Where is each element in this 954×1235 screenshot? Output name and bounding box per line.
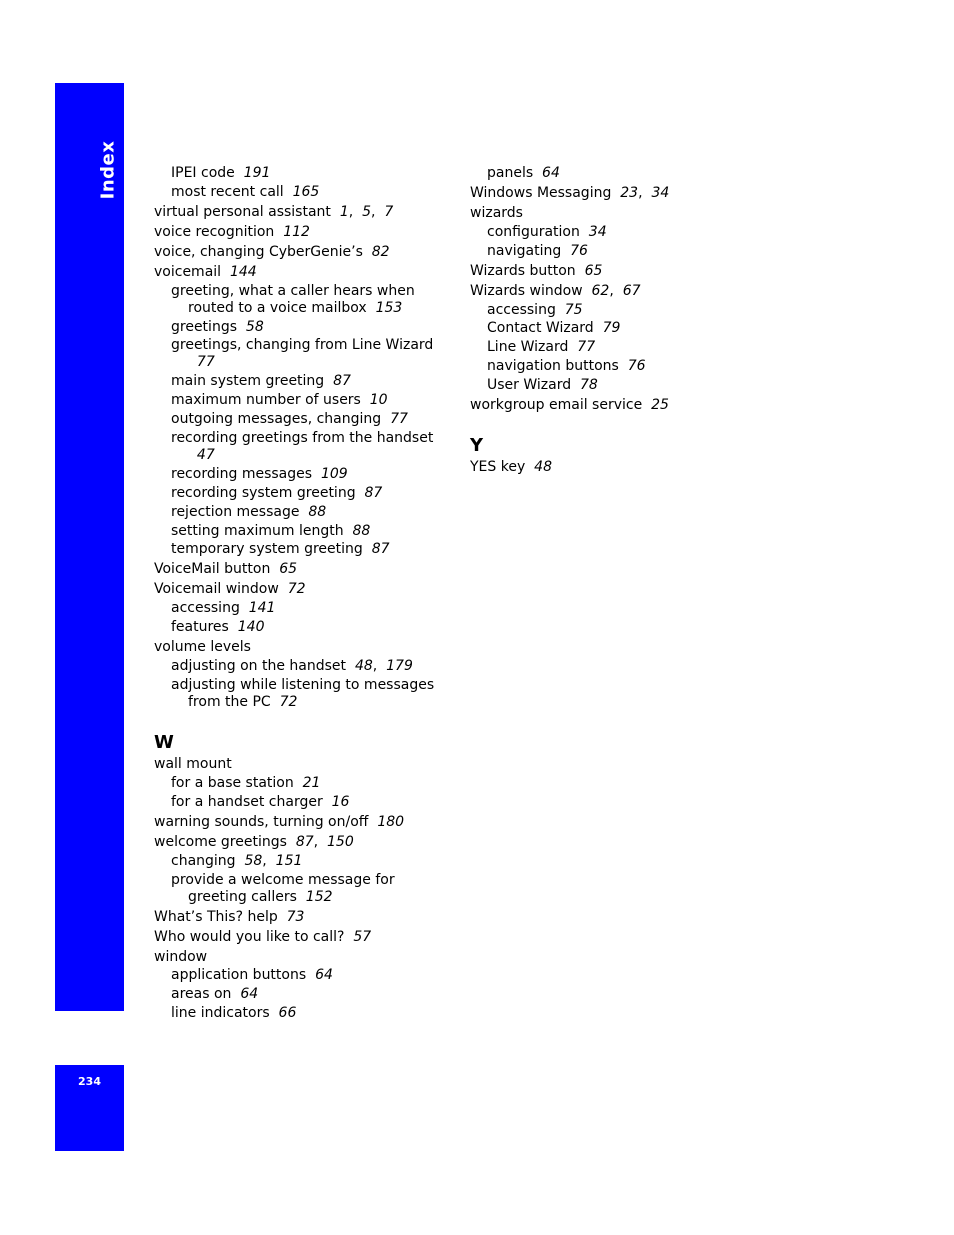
entry-term: wall mount xyxy=(154,756,232,773)
entry-term: volume levels xyxy=(154,639,251,656)
page-reference[interactable]: 112 xyxy=(283,223,310,240)
index-subentry xyxy=(470,320,770,337)
entry-term: line indicators xyxy=(171,1005,270,1022)
page-reference[interactable]: 82 xyxy=(371,243,390,260)
index-subentry xyxy=(470,339,770,356)
page-reference[interactable]: 153 xyxy=(375,299,403,316)
entry-continuation: from the PC 72 xyxy=(188,694,298,711)
page-reference[interactable]: 87 xyxy=(295,833,314,850)
index-entry xyxy=(470,397,770,414)
entry-term: Wizards button xyxy=(470,262,576,279)
page-reference[interactable]: 64 xyxy=(542,164,560,181)
entry-term: voice, changing CyberGenie’s xyxy=(154,243,363,260)
entry-term: most recent call xyxy=(171,183,284,200)
section-letter: Y xyxy=(470,435,484,457)
index-entry xyxy=(154,929,454,946)
index-entry xyxy=(154,814,454,831)
entry-term: setting maximum length xyxy=(171,522,344,539)
index-entry xyxy=(154,756,454,773)
entry-term: panels xyxy=(487,164,534,181)
entry-term: wizards xyxy=(470,204,523,221)
entry-term: greetings, changing from Line Wizard xyxy=(171,337,434,354)
page-reference[interactable]: 34 xyxy=(651,184,670,201)
page-reference[interactable]: 88 xyxy=(308,503,327,520)
page-reference[interactable]: 179 xyxy=(386,658,413,675)
entry-term: What’s This? help xyxy=(154,908,278,925)
entry-term: areas on xyxy=(171,986,232,1003)
page-number: 234 xyxy=(78,1075,101,1088)
index-subentry xyxy=(154,319,454,336)
index-subentry xyxy=(154,541,454,558)
entry-term: voice recognition xyxy=(154,223,275,240)
index-subentry xyxy=(154,165,454,182)
page-reference[interactable]: 57 xyxy=(353,928,372,945)
page-reference[interactable]: 1 xyxy=(339,203,349,220)
page-reference[interactable]: 180 xyxy=(377,813,405,830)
page-reference[interactable]: 48 xyxy=(534,459,552,476)
page-reference[interactable]: 78 xyxy=(580,377,598,394)
entry-term: Line Wizard xyxy=(487,339,569,356)
index-column-left xyxy=(154,163,454,1022)
entry-term: recording messages xyxy=(171,465,313,482)
page-reference[interactable]: 79 xyxy=(602,320,621,337)
index-entry xyxy=(154,264,454,281)
entry-continuation xyxy=(171,354,454,371)
page-reference[interactable]: 77 xyxy=(390,411,408,428)
index-entry: Wizards window 62, 67 xyxy=(470,282,641,299)
entry-term: for a base station xyxy=(171,774,294,791)
page-reference[interactable]: 77 xyxy=(196,354,215,371)
entry-term: configuration xyxy=(487,223,580,240)
index-subentry xyxy=(154,373,454,390)
entry-term: voicemail xyxy=(154,263,222,280)
page-reference[interactable]: 87 xyxy=(333,373,351,390)
page-reference[interactable]: 144 xyxy=(229,263,257,280)
index-subentry xyxy=(154,872,454,906)
page-reference[interactable]: 34 xyxy=(588,223,607,240)
page-reference[interactable]: 65 xyxy=(584,262,603,279)
index-entry xyxy=(470,459,770,476)
entry-term: welcome greetings xyxy=(154,833,287,850)
entry-term: Windows Messaging xyxy=(470,184,612,201)
entry-term: Wizards window xyxy=(470,282,583,299)
index-entry xyxy=(154,909,454,926)
page-reference[interactable]: 150 xyxy=(327,833,354,850)
entry-term: changing xyxy=(171,852,236,869)
page-reference[interactable]: 88 xyxy=(352,522,371,539)
index-entry xyxy=(154,244,454,261)
page-reference[interactable]: 21 xyxy=(302,774,321,791)
index-subentry xyxy=(154,967,454,984)
entry-term: IPEI code xyxy=(171,164,235,181)
page-reference[interactable]: 16 xyxy=(331,793,350,810)
page-reference[interactable]: 10 xyxy=(369,392,388,409)
entry-term: rejection message xyxy=(171,503,300,520)
entry-term: accessing xyxy=(487,301,556,318)
page-reference[interactable]: 75 xyxy=(564,301,583,318)
index-subentry xyxy=(154,523,454,540)
entry-continuation: routed to a voice mailbox 153 xyxy=(188,299,403,316)
index-subentry xyxy=(154,392,454,409)
index-subentry xyxy=(154,504,454,521)
entry-term: temporary system greeting xyxy=(171,541,363,558)
page-reference[interactable]: 77 xyxy=(577,339,596,356)
index-entry xyxy=(470,205,770,222)
index-entry: welcome greetings 87, 150 xyxy=(154,833,354,850)
index-entry xyxy=(154,639,454,656)
entry-term: features xyxy=(171,619,229,636)
entry-term: navigation buttons xyxy=(487,358,619,375)
index-subentry xyxy=(154,411,454,428)
index-subentry xyxy=(154,619,454,636)
page-reference[interactable]: 165 xyxy=(292,183,320,200)
entry-term: maximum number of users xyxy=(171,392,361,409)
entry-continuation xyxy=(171,447,454,464)
index-subentry xyxy=(470,243,770,260)
index-sidebar-tab xyxy=(55,83,124,1011)
index-subentry: changing 58, 151 xyxy=(171,852,303,869)
index-subentry: adjusting on the handset 48, 179 xyxy=(171,658,413,675)
entry-term: application buttons xyxy=(171,967,307,984)
entry-term: window xyxy=(154,948,208,965)
index-subentry xyxy=(154,986,454,1003)
entry-term: workgroup email service xyxy=(470,397,643,414)
index-entry xyxy=(154,949,454,966)
page-reference[interactable]: 151 xyxy=(275,852,303,869)
index-subentry xyxy=(154,794,454,811)
page-reference[interactable]: 67 xyxy=(622,282,641,299)
page-reference[interactable]: 7 xyxy=(384,203,394,220)
index-entry xyxy=(470,263,770,280)
entry-term: navigating xyxy=(487,242,562,259)
index-entry: Windows Messaging 23, 34 xyxy=(470,184,670,201)
entry-term: outgoing messages, changing xyxy=(171,411,382,428)
entry-term: recording greetings from the handset xyxy=(171,430,434,447)
index-subentry xyxy=(154,1005,454,1022)
index-subentry xyxy=(470,165,770,182)
index-subentry xyxy=(154,283,454,317)
page-reference[interactable]: 62 xyxy=(591,282,610,299)
entry-term: recording system greeting xyxy=(171,484,356,501)
page-reference[interactable]: 25 xyxy=(651,397,669,414)
entry-term: User Wizard xyxy=(487,377,572,394)
entry-term: greetings xyxy=(171,318,237,335)
entry-term: warning sounds, turning on/off xyxy=(154,813,369,830)
index-entry xyxy=(154,561,454,578)
page-reference[interactable]: 109 xyxy=(320,465,348,482)
page-reference[interactable]: 191 xyxy=(243,164,271,181)
page-reference[interactable]: 72 xyxy=(287,581,306,598)
page-reference[interactable]: 48 xyxy=(354,658,373,675)
page-reference[interactable]: 152 xyxy=(305,888,333,905)
entry-term: adjusting on the handset xyxy=(171,658,347,675)
page-reference[interactable]: 58 xyxy=(245,318,264,335)
index-subentry xyxy=(154,600,454,617)
page-reference[interactable]: 65 xyxy=(279,561,298,578)
entry-term: main system greeting xyxy=(171,373,325,390)
section-letter: W xyxy=(154,732,174,754)
entry-term: provide a welcome message for xyxy=(171,871,395,888)
page-reference[interactable]: 64 xyxy=(315,967,333,984)
entry-continuation: greeting callers 152 xyxy=(188,888,333,905)
index-column-right xyxy=(470,163,770,476)
entry-term: Voicemail window xyxy=(154,581,279,598)
page-reference[interactable]: 66 xyxy=(278,1005,297,1022)
entry-term: adjusting while listening to messages xyxy=(171,677,435,694)
page-reference[interactable]: 87 xyxy=(371,541,390,558)
page-reference[interactable]: 76 xyxy=(570,242,588,259)
index-subentry xyxy=(154,337,454,371)
entry-term: accessing xyxy=(171,600,240,617)
entry-term: greeting, what a caller hears when xyxy=(171,282,415,299)
index-subentry xyxy=(470,377,770,394)
entry-term: Who would you like to call? xyxy=(154,928,345,945)
index-entry xyxy=(154,581,454,598)
sidebar-title: Index xyxy=(97,140,119,200)
entry-term: YES key xyxy=(470,459,526,476)
index-subentry xyxy=(154,184,454,201)
index-subentry xyxy=(470,224,770,241)
index-subentry xyxy=(154,677,454,711)
page-reference[interactable]: 141 xyxy=(248,600,276,617)
index-entry xyxy=(154,224,454,241)
page-reference[interactable]: 47 xyxy=(196,447,215,464)
index-subentry xyxy=(470,302,770,319)
entry-term: Contact Wizard xyxy=(487,320,594,337)
entry-term: for a handset charger xyxy=(171,793,323,810)
page-reference[interactable]: 5 xyxy=(362,203,372,220)
index-subentry xyxy=(154,430,454,464)
page-reference[interactable]: 140 xyxy=(237,619,265,636)
index-subentry xyxy=(154,775,454,792)
index-entry: virtual personal assistant 1, 5, 7 xyxy=(154,203,394,220)
page-reference[interactable]: 64 xyxy=(240,986,259,1003)
page-reference[interactable]: 76 xyxy=(627,358,646,375)
page-reference[interactable]: 72 xyxy=(279,694,298,711)
entry-term: VoiceMail button xyxy=(154,561,271,578)
page-reference[interactable]: 23 xyxy=(620,184,639,201)
index-subentry xyxy=(154,466,454,483)
page-reference[interactable]: 73 xyxy=(286,908,305,925)
page-reference[interactable]: 87 xyxy=(364,484,383,501)
index-subentry xyxy=(470,358,770,375)
index-subentry xyxy=(154,485,454,502)
entry-term: virtual personal assistant xyxy=(154,203,331,220)
page-reference[interactable]: 58 xyxy=(244,852,263,869)
